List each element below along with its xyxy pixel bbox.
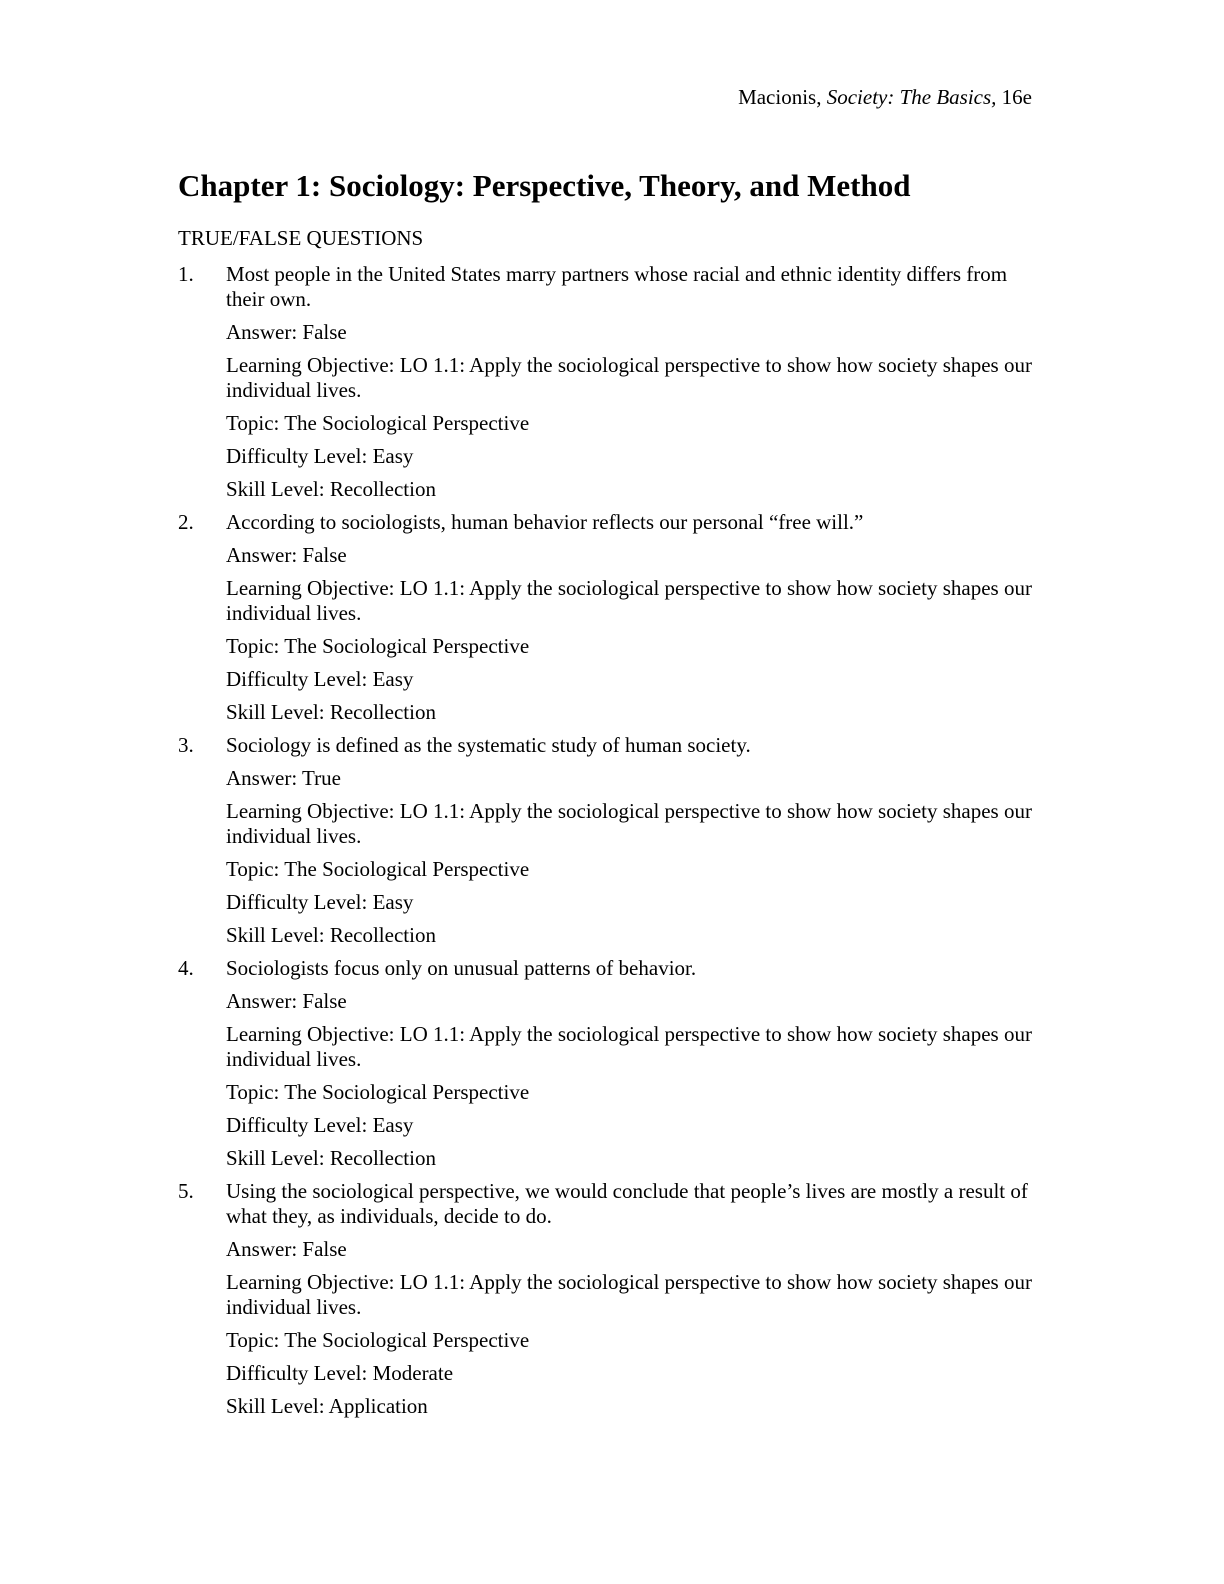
question-topic: Topic: The Sociological Perspective — [226, 1080, 530, 1104]
question-number: 5. — [178, 1179, 194, 1203]
question-skill: Skill Level: Application — [226, 1394, 428, 1418]
question-difficulty: Difficulty Level: Moderate — [226, 1361, 454, 1385]
question-learning-objective: Learning Objective: LO 1.1: Apply the sociological perspective to show how society shapes our individual lives. — [226, 799, 1032, 848]
question-item — [178, 956, 1038, 1171]
question-skill: Skill Level: Recollection — [226, 923, 436, 947]
question-text: According to sociologists, human behavior reflects our personal “free will.” — [226, 510, 864, 534]
question-topic: Topic: The Sociological Perspective — [226, 634, 530, 658]
question-number: 2. — [178, 510, 194, 534]
question-difficulty: Difficulty Level: Easy — [226, 1113, 414, 1137]
question-item — [178, 510, 1038, 725]
header-book-title: Society: The Basics, — [826, 85, 997, 109]
header-author: Macionis, — [738, 85, 822, 109]
question-topic: Topic: The Sociological Perspective — [226, 411, 530, 435]
running-header — [738, 84, 1032, 110]
chapter-title: Chapter 1: Sociology: Perspective, Theory, and Method — [178, 168, 911, 203]
question-skill: Skill Level: Recollection — [226, 700, 436, 724]
question-text: Using the sociological perspective, we would conclude that people’s lives are mostly a result of what they, as individuals, decide to do. — [226, 1179, 1028, 1228]
question-answer: Answer: False — [226, 320, 347, 344]
question-text: Most people in the United States marry partners whose racial and ethnic identity differs from their own. — [226, 262, 1008, 311]
question-number: 4. — [178, 956, 194, 980]
question-text: Sociologists focus only on unusual patterns of behavior. — [226, 956, 697, 980]
question-topic: Topic: The Sociological Perspective — [226, 857, 530, 881]
question-text: Sociology is defined as the systematic study of human society. — [226, 733, 751, 757]
question-item — [178, 262, 1038, 502]
question-learning-objective: Learning Objective: LO 1.1: Apply the sociological perspective to show how society shapes our individual lives. — [226, 1270, 1032, 1319]
question-learning-objective: Learning Objective: LO 1.1: Apply the sociological perspective to show how society shapes our individual lives. — [226, 576, 1032, 625]
question-answer: Answer: False — [226, 1237, 347, 1261]
header-edition: 16e — [1001, 85, 1032, 109]
question-number: 3. — [178, 733, 194, 757]
question-topic: Topic: The Sociological Perspective — [226, 1328, 530, 1352]
question-learning-objective: Learning Objective: LO 1.1: Apply the sociological perspective to show how society shapes our individual lives. — [226, 353, 1032, 402]
question-number: 1. — [178, 262, 194, 286]
question-answer: Answer: True — [226, 766, 341, 790]
question-item — [178, 733, 1038, 948]
question-list — [178, 262, 1038, 1419]
question-difficulty: Difficulty Level: Easy — [226, 667, 414, 691]
question-skill: Skill Level: Recollection — [226, 477, 436, 501]
section-heading: TRUE/FALSE QUESTIONS — [178, 226, 424, 250]
question-skill: Skill Level: Recollection — [226, 1146, 436, 1170]
question-learning-objective: Learning Objective: LO 1.1: Apply the sociological perspective to show how society shapes our individual lives. — [226, 1022, 1032, 1071]
question-difficulty: Difficulty Level: Easy — [226, 890, 414, 914]
question-answer: Answer: False — [226, 989, 347, 1013]
question-item — [178, 1179, 1038, 1419]
question-difficulty: Difficulty Level: Easy — [226, 444, 414, 468]
question-answer: Answer: False — [226, 543, 347, 567]
